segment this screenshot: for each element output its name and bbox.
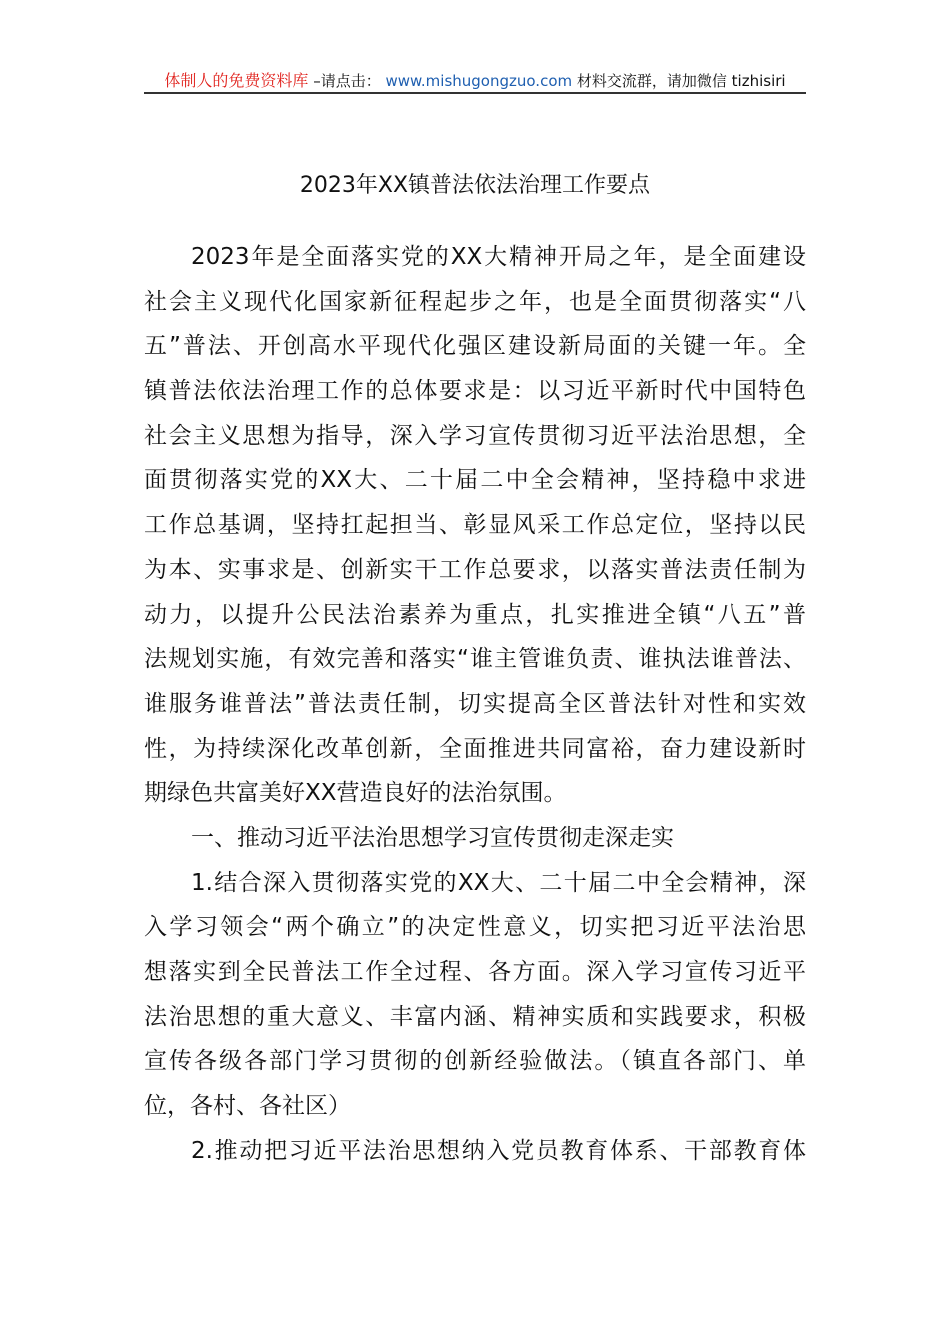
document-body <box>144 240 806 1178</box>
text-line: 面贯彻落实党的XX大、二十届二中全会精神，坚持稳中求进 <box>144 467 806 494</box>
text-line: 2023年是全面落实党的XX大精神开局之年，是全面建设 <box>191 244 806 270</box>
text-line: 性，为持续深化改革创新，全面推进共同富裕，奋力建设新时 <box>144 735 806 762</box>
text-line: 位，各村、各社区） <box>144 1093 351 1120</box>
text-line: 入学习领会“两个确立”的决定性意义，切实把习近平法治思 <box>144 914 806 941</box>
text-line: 法治思想的重大意义、丰富内涵、精神实质和实践要求，积极 <box>144 1003 806 1030</box>
paragraph <box>144 821 806 866</box>
text-line: 五”普法、开创高水平现代化强区建设新局面的关键一年。全 <box>144 333 806 360</box>
text-line: 为本、实事求是、创新实干工作总要求，以落实普法责任制为 <box>144 556 806 583</box>
header-brand: 体制人的免费资料库 <box>164 71 309 90</box>
text-line: 1.结合深入贯彻落实党的XX大、二十届二中全会精神，深 <box>191 869 806 896</box>
text-line: 镇普法依法治理工作的总体要求是：以习近平新时代中国特色 <box>144 378 806 405</box>
paragraph <box>144 240 806 821</box>
text-line: 动力，以提升公民法治素养为重点，扎实推进全镇“八五”普 <box>144 601 806 628</box>
text-line: 一、推动习近平法治思想学习宣传贯彻走深走实 <box>191 824 674 851</box>
text-line: 工作总基调，坚持扛起担当、彰显风采工作总定位，坚持以民 <box>144 512 806 539</box>
text-line: 社会主义思想为指导，深入学习宣传贯彻习近平法治思想，全 <box>144 422 806 449</box>
paragraph <box>144 866 806 1134</box>
text-line: 谁服务谁普法”普法责任制，切实提高全区普法针对性和实效 <box>144 690 806 717</box>
text-line: 期绿色共富美好XX营造良好的法治氛围。 <box>144 780 567 807</box>
header-prompt: –请点击： <box>313 72 381 90</box>
header-url-link[interactable]: www.mishugongzuo.com <box>385 72 573 90</box>
header-tail: 材料交流群，请加微信 tizhisiri <box>576 72 786 90</box>
text-line: 法规划实施，有效完善和落实“谁主管谁负责、谁执法谁普法、 <box>144 646 806 673</box>
watermark-header <box>144 68 806 94</box>
text-line: 社会主义现代化国家新征程起步之年，也是全面贯彻落实“八 <box>144 288 806 315</box>
text-line: 2.推动把习近平法治思想纳入党员教育体系、干部教育体 <box>191 1137 806 1164</box>
document-title: 2023年XX镇普法依法治理工作要点 <box>299 173 651 198</box>
text-line: 宣传各级各部门学习贯彻的创新经验做法。（镇直各部门、单 <box>144 1048 806 1075</box>
paragraph <box>144 1134 806 1179</box>
text-line: 想落实到全民普法工作全过程、各方面。深入学习宣传习近平 <box>144 959 806 985</box>
